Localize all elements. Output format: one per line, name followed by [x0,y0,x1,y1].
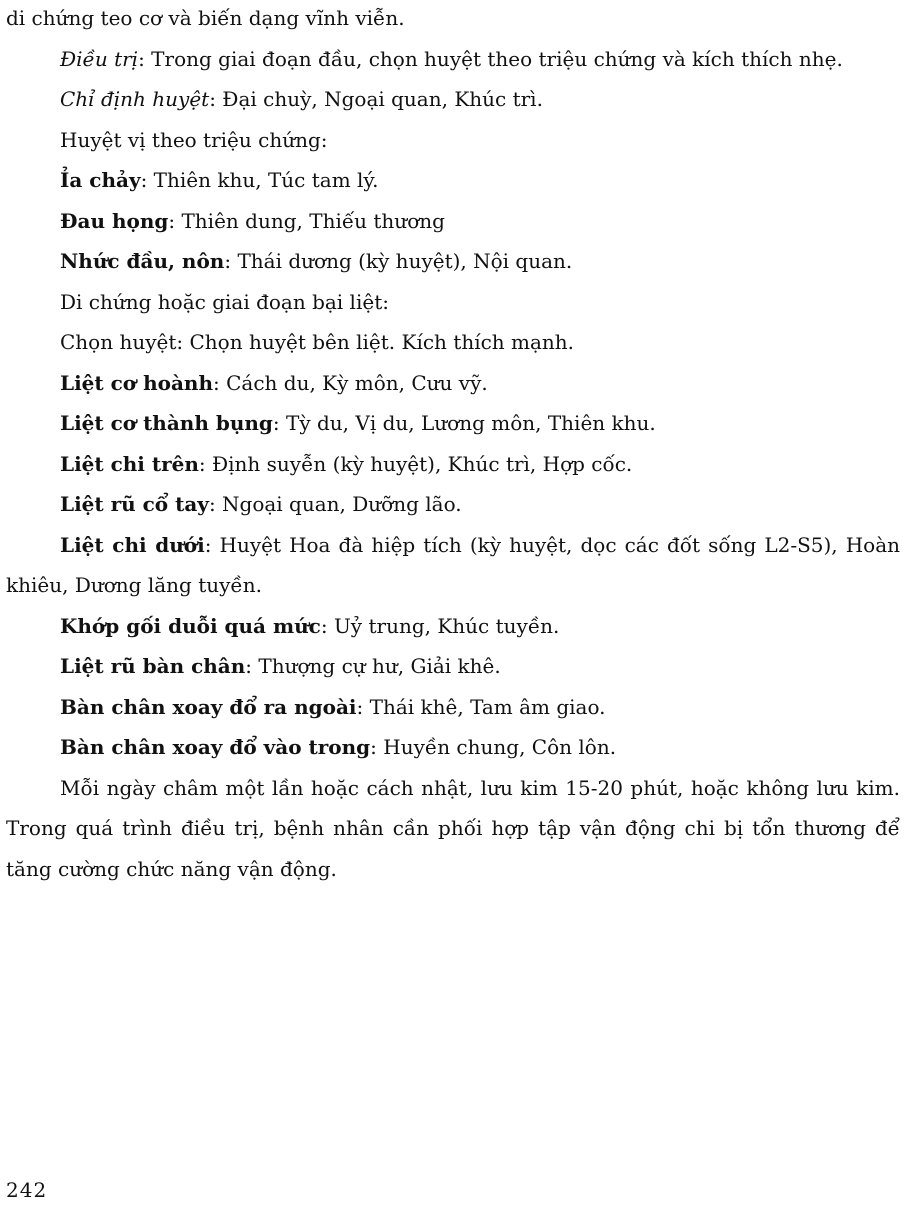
paragraph [6,363,900,404]
paragraph [6,727,900,768]
paragraph-text: Chọn huyệt: Chọn huyệt bên liệt. Kích thích mạnh. [60,330,575,354]
paragraph-lead: Liệt cơ hoành [60,370,213,395]
paragraph-text: : Huyền chung, Côn lôn. [370,735,617,759]
paragraph-text: : Huyệt Hoa đà hiệp tích (kỳ huyệt, dọc các đốt sống L2-S5), Hoàn khiêu, Dương lăng tuyền. [6,532,901,597]
paragraph-text: di chứng teo cơ và biến dạng vĩnh viễn. [6,6,405,30]
paragraph-lead: Đau họng [60,208,169,233]
paragraph [6,201,900,242]
paragraph [6,525,900,606]
paragraph-text: Mỗi ngày châm một lần hoặc cách nhật, lưu kim 15-20 phút, hoặc không lưu kim. Trong quá trình điều trị, bệnh nhân cần phối hợp tập vận động chi bị tổn thương để tăng cường chức năng vận động. [6,775,900,881]
paragraph-lead: Khớp gối duỗi quá mức [60,613,321,638]
page-body [6,0,900,889]
paragraph [6,687,900,728]
paragraph [6,241,900,282]
paragraph-text: : Ngoại quan, Dưỡng lão. [208,492,462,516]
paragraph-text: : Tỳ du, Vị du, Lương môn, Thiên khu. [272,411,656,435]
paragraph-lead: Liệt rũ bàn chân [60,654,246,678]
page-number: 242 [6,1178,48,1202]
paragraph [6,444,900,485]
paragraph-lead: Liệt rũ cổ tay [60,492,209,516]
paragraph [6,646,900,687]
paragraph-lead: Bàn chân xoay đổ vào trong [60,735,371,759]
paragraph [6,79,900,120]
paragraph-text: : Thiên khu, Túc tam lý. [140,168,379,192]
paragraph-text: : Thượng cự hư, Giải khê. [245,654,501,678]
paragraph [6,120,900,161]
paragraph [6,484,900,525]
paragraph [6,322,900,363]
paragraph-lead: Liệt chi dưới [60,532,205,557]
paragraph-text: : Đại chuỳ, Ngoại quan, Khúc trì. [209,87,543,111]
paragraph [6,282,900,323]
paragraph-text: : Trong giai đoạn đầu, chọn huyệt theo triệu chứng và kích thích nhẹ. [138,46,843,71]
paragraph [6,403,900,444]
paragraph-lead: Nhức đầu, nôn [60,249,225,273]
paragraph-lead: Ỉa chảy [60,168,141,192]
paragraph [6,768,900,890]
paragraph [6,0,900,39]
paragraph-text: : Cách du, Kỳ môn, Cưu vỹ. [213,370,488,395]
paragraph [6,39,900,80]
paragraph-text: : Thái dương (kỳ huyệt), Nội quan. [224,249,573,273]
paragraph-lead: Chỉ định huyệt [60,87,210,111]
paragraph [6,606,900,647]
paragraph-text: Huyệt vị theo triệu chứng: [60,127,328,152]
paragraph-text: : Uỷ trung, Khúc tuyền. [320,613,560,638]
paragraph [6,160,900,201]
paragraph-lead: Điều trị [60,46,139,71]
paragraph-lead: Liệt chi trên [60,451,199,476]
paragraph-lead: Bàn chân xoay đổ ra ngoài [60,694,357,719]
paragraph-text: Di chứng hoặc giai đoạn bại liệt: [60,289,389,314]
paragraph-text: : Định suyễn (kỳ huyệt), Khúc trì, Hợp cốc. [198,451,633,476]
paragraph-lead: Liệt cơ thành bụng [60,411,273,435]
paragraph-text: : Thiên dung, Thiếu thương [168,208,445,233]
paragraph-text: : Thái khê, Tam âm giao. [356,694,606,719]
